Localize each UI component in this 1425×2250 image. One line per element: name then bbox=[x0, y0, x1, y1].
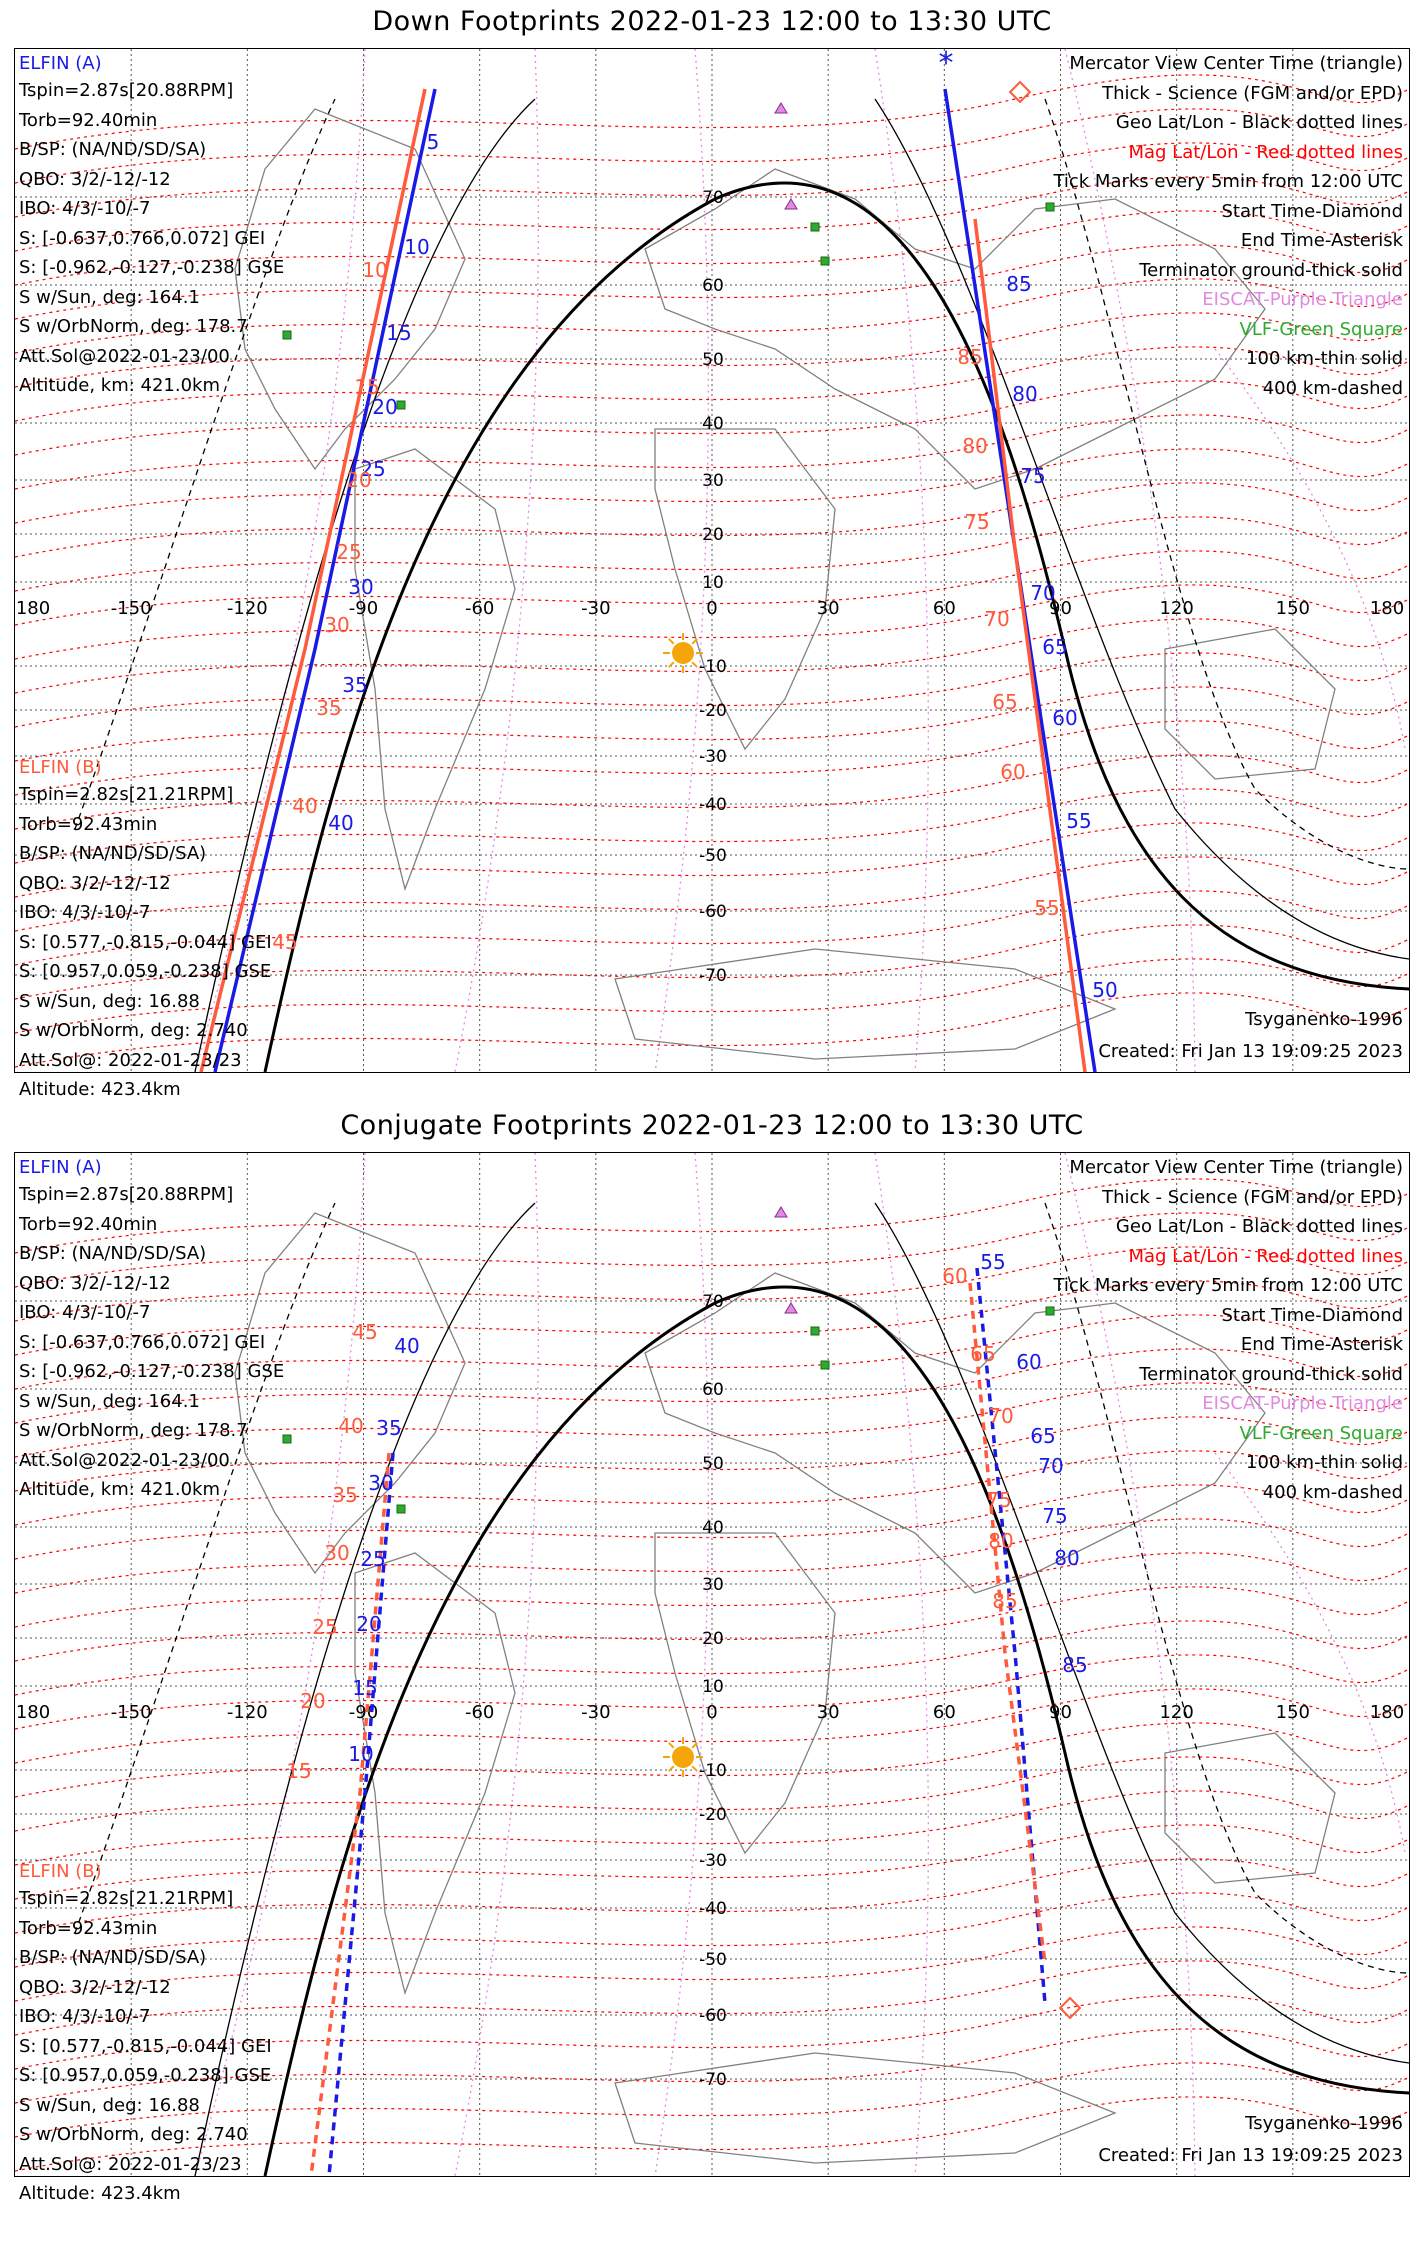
track-tick-label: 70 bbox=[1038, 1454, 1064, 1478]
lat-tick-label: -50 bbox=[699, 846, 727, 866]
track-tick-label: 60 bbox=[1000, 760, 1026, 784]
lon-tick-label: -30 bbox=[581, 1702, 611, 1723]
lon-tick-label: -30 bbox=[581, 598, 611, 619]
lat-tick-label: 30 bbox=[702, 471, 724, 491]
tracks bbox=[201, 46, 1118, 1072]
elfin-a-line: B/SP: (NA/ND/SD/SA) bbox=[19, 1243, 207, 1264]
legend-entry: Mercator View Center Time (triangle) bbox=[1069, 1157, 1403, 1178]
elfin-a-line: Tspin=2.87s[20.88RPM] bbox=[19, 1184, 234, 1205]
track-tick-label: 65 bbox=[970, 1342, 996, 1366]
mag-meridian-line bbox=[1215, 349, 1405, 749]
elfin-b-line: S w/Sun, deg: 16.88 bbox=[19, 2094, 200, 2116]
elfin-b-line: QBO: 3/2/-12/-12 bbox=[19, 1976, 171, 1998]
track-tick-label: 80 bbox=[1054, 1546, 1080, 1570]
elfin-a-line: S: [-0.637,0.766,0.072] GEI bbox=[19, 1331, 266, 1353]
vlf-square bbox=[811, 1327, 819, 1335]
track-tick-label: 15 bbox=[354, 375, 380, 399]
elfin-b-line: B/SP: (NA/ND/SD/SA) bbox=[19, 843, 207, 864]
track-tick-label: 30 bbox=[368, 1471, 394, 1495]
legend-entry: End Time-Asterisk bbox=[1240, 230, 1403, 251]
lon-tick-label: 30 bbox=[816, 1702, 840, 1723]
elfin-a-line: S w/OrbNorm, deg: 178.7 bbox=[19, 316, 248, 337]
lon-tick-label: 120 bbox=[1159, 598, 1194, 619]
elfin-a-line: Altitude, km: 421.0km bbox=[19, 1479, 221, 1500]
created-date: Created: Fri Jan 13 19:09:25 2023 bbox=[1098, 1041, 1403, 1062]
track-tick-label: 10 bbox=[362, 258, 388, 282]
lat-tick-label: 60 bbox=[702, 276, 724, 296]
lon-tick-label: 150 bbox=[1275, 1702, 1311, 1723]
lat-tick-label: 50 bbox=[702, 1454, 724, 1474]
elfin-b-line: Att.Sol@: 2022-01-23/23 bbox=[19, 2153, 242, 2175]
elfin-a-line: Tspin=2.87s[20.88RPM] bbox=[19, 80, 234, 101]
elfin-b-line: Altitude: 423.4km bbox=[19, 1079, 181, 1100]
lon-tick-label: 120 bbox=[1159, 1702, 1194, 1723]
elfin-a-line: B/SP: (NA/ND/SD/SA) bbox=[19, 139, 207, 160]
track-tick-label: 25 bbox=[360, 457, 386, 481]
model-name: Tsyganenko-1996 bbox=[1245, 1009, 1403, 1030]
track-tick-label: 40 bbox=[394, 1334, 420, 1358]
legend-entry: End Time-Asterisk bbox=[1240, 1334, 1403, 1355]
legend-entry: EISCAT-Purple Triangle bbox=[1202, 289, 1403, 310]
elfin-b-line: S w/Sun, deg: 16.88 bbox=[19, 990, 200, 1012]
track-tick-label: 35 bbox=[316, 696, 342, 720]
legend-entry: Mercator View Center Time (triangle) bbox=[1069, 53, 1403, 74]
track-tick-label: 70 bbox=[1030, 581, 1056, 605]
legend-entry: 100 km-thin solid bbox=[1246, 1452, 1403, 1473]
vlf-square bbox=[1046, 1307, 1054, 1315]
track-tick-label: 80 bbox=[962, 434, 988, 458]
track-tick-label: 40 bbox=[292, 794, 318, 818]
legend-entry: Mag Lat/Lon - Red dotted lines bbox=[1128, 141, 1403, 163]
track-tick-label: 20 bbox=[346, 468, 372, 492]
track-tick-label: 75 bbox=[1042, 1504, 1068, 1528]
track-tick-label: 75 bbox=[1020, 464, 1046, 488]
track-tick-label: 25 bbox=[312, 1615, 338, 1639]
track-tick-label: 85 bbox=[957, 345, 983, 369]
lat-tick-label: -70 bbox=[699, 2070, 727, 2090]
sun-disc bbox=[672, 1746, 694, 1768]
lon-tick-label: 0 bbox=[706, 1702, 718, 1723]
mag-meridian-line bbox=[195, 1153, 365, 2176]
lon-tick-label: 90 bbox=[1049, 1702, 1072, 1723]
elfin-b-line: S: [0.957,0.059,-0.238] GSE bbox=[19, 961, 272, 982]
lon-tick-label: -60 bbox=[464, 598, 495, 619]
lon-tick-label: 60 bbox=[932, 1702, 956, 1723]
legend-entry: Thick - Science (FGM and/or EPD) bbox=[1102, 1186, 1403, 1208]
lat-tick-label: -40 bbox=[699, 795, 727, 815]
elfin-a-line: Att.Sol@2022-01-23/00 bbox=[19, 345, 230, 367]
eiscat-triangle bbox=[785, 199, 797, 209]
legend-entry: Terminator ground-thick solid bbox=[1139, 259, 1403, 281]
track-tick-label: 75 bbox=[964, 510, 990, 534]
lon-tick-label: 60 bbox=[932, 598, 956, 619]
lat-tick-label: 20 bbox=[702, 1629, 724, 1649]
elfin-b-name: ELFIN (B) bbox=[19, 757, 102, 778]
lon-tick-label: 180 bbox=[1369, 598, 1405, 619]
elfin-b-line: Tspin=2.82s[21.21RPM] bbox=[19, 784, 234, 805]
map-plot bbox=[15, 1153, 1409, 2176]
elfin-a-line: Torb=92.40min bbox=[19, 1213, 158, 1235]
legend-entry: VLF-Green Square bbox=[1239, 1422, 1403, 1444]
elfin-a-line: IBO: 4/3/-10/-7 bbox=[19, 1302, 151, 1323]
conjugate-footprints-panel bbox=[14, 1110, 1410, 2204]
elfin-b-line: IBO: 4/3/-10/-7 bbox=[19, 902, 151, 923]
model-name: Tsyganenko-1996 bbox=[1245, 2113, 1403, 2134]
lat-tick-label: 30 bbox=[702, 1575, 724, 1595]
track-tick-label: 85 bbox=[992, 1589, 1018, 1613]
map-plot bbox=[15, 46, 1409, 1072]
lon-tick-label: 0 bbox=[706, 598, 718, 619]
legend-entry: Tick Marks every 5min from 12:00 UTC bbox=[1053, 1275, 1403, 1296]
track-tick-label: 85 bbox=[1006, 272, 1032, 296]
lat-tick-label: 40 bbox=[702, 414, 724, 434]
lon-tick-label: -90 bbox=[348, 598, 379, 619]
sun-ray bbox=[692, 662, 697, 667]
lat-tick-label: -60 bbox=[699, 2006, 727, 2026]
elfin-a-line: S w/OrbNorm, deg: 178.7 bbox=[19, 1420, 248, 1441]
coastline bbox=[235, 109, 465, 469]
elfin-b-line: Torb=92.43min bbox=[19, 1917, 158, 1939]
elfin-a-line: QBO: 3/2/-12/-12 bbox=[19, 1272, 171, 1294]
lon-tick-label: -90 bbox=[348, 1702, 379, 1723]
sun-ray bbox=[669, 639, 674, 644]
track-tick-label: 5 bbox=[426, 130, 440, 154]
mag-lat-line bbox=[15, 1689, 1409, 1763]
lat-tick-label: 20 bbox=[702, 525, 724, 545]
lat-tick-label: 10 bbox=[702, 573, 724, 593]
track-tick-label: 20 bbox=[372, 395, 398, 419]
track-tick-label: 35 bbox=[342, 673, 368, 697]
legend-entry: EISCAT-Purple Triangle bbox=[1202, 1393, 1403, 1414]
elfin-a-name: ELFIN (A) bbox=[19, 1157, 102, 1178]
track-tick-label: 50 bbox=[1092, 978, 1118, 1002]
sun-ray bbox=[669, 1743, 674, 1748]
track-tick-label: 60 bbox=[1052, 706, 1078, 730]
track-tick-label: 20 bbox=[356, 1612, 382, 1636]
lon-tick-label: 180 bbox=[15, 1702, 51, 1723]
lon-tick-label: 150 bbox=[1275, 598, 1311, 619]
track-tick-label: 65 bbox=[1042, 635, 1068, 659]
lon-tick-label: 30 bbox=[816, 598, 840, 619]
panel-title: Down Footprints 2022-01-23 12:00 to 13:30 UTC bbox=[372, 6, 1052, 37]
lon-tick-label: -150 bbox=[110, 1702, 152, 1723]
lat-tick-label: -70 bbox=[699, 966, 727, 986]
created-date: Created: Fri Jan 13 19:09:25 2023 bbox=[1098, 2145, 1403, 2166]
elfin-a-line: QBO: 3/2/-12/-12 bbox=[19, 168, 171, 190]
vlf-square bbox=[811, 223, 819, 231]
coastline bbox=[235, 1213, 465, 1573]
vlf-square bbox=[397, 1505, 405, 1513]
elfin-b-line: Att.Sol@: 2022-01-23/23 bbox=[19, 1049, 242, 1071]
track-tick-label: 40 bbox=[338, 1414, 364, 1438]
track-tick-label: 15 bbox=[352, 1676, 378, 1700]
map-frame bbox=[14, 1152, 1410, 2204]
legend-entry: Geo Lat/Lon - Black dotted lines bbox=[1115, 1216, 1403, 1237]
mag-meridian-line bbox=[1215, 1453, 1405, 1853]
track-tick-label: 30 bbox=[348, 575, 374, 599]
elfin-b-line: IBO: 4/3/-10/-7 bbox=[19, 2006, 151, 2027]
elfin-b-line: S: [0.577,-0.815,-0.044] GEI bbox=[19, 2035, 272, 2057]
elfin-a-name: ELFIN (A) bbox=[19, 53, 102, 74]
end-asterisk: * bbox=[938, 46, 954, 81]
map-frame bbox=[14, 46, 1410, 1100]
sun-icon bbox=[663, 633, 703, 673]
legend-entry: Start Time-Diamond bbox=[1221, 1304, 1403, 1326]
legend-entry: VLF-Green Square bbox=[1239, 318, 1403, 340]
sun-ray bbox=[692, 1766, 697, 1771]
coastline bbox=[355, 449, 515, 889]
track-tick-label: 55 bbox=[980, 1250, 1006, 1274]
elfin-a-line: S: [-0.637,0.766,0.072] GEI bbox=[19, 227, 266, 249]
track-tick-label: 25 bbox=[360, 1547, 386, 1571]
track-tick-label: 35 bbox=[376, 1416, 402, 1440]
vlf-square bbox=[821, 1361, 829, 1369]
sun-icon bbox=[663, 1737, 703, 1777]
elfin-a-line: Altitude, km: 421.0km bbox=[19, 375, 221, 396]
elfin-b-line: S: [0.577,-0.815,-0.044] GEI bbox=[19, 931, 272, 953]
mag-meridian-line bbox=[875, 49, 928, 1072]
sun-disc bbox=[672, 642, 694, 664]
terminator-100km bbox=[195, 99, 1409, 1072]
coastline bbox=[615, 949, 1118, 1059]
elfin-b-name: ELFIN (B) bbox=[19, 1861, 102, 1882]
track-tick-label: 45 bbox=[352, 1320, 378, 1344]
legend-entry: Terminator ground-thick solid bbox=[1139, 1363, 1403, 1385]
track-tick-label: 80 bbox=[988, 1529, 1014, 1553]
lon-tick-label: 180 bbox=[1369, 1702, 1405, 1723]
track-tick-label: 55 bbox=[1066, 809, 1092, 833]
panel-title: Conjugate Footprints 2022-01-23 12:00 to 13:30 UTC bbox=[340, 1110, 1084, 1141]
lat-tick-label: 60 bbox=[702, 1380, 724, 1400]
eiscat-triangle bbox=[775, 1207, 787, 1217]
vlf-square bbox=[283, 331, 291, 339]
legend-entry: Thick - Science (FGM and/or EPD) bbox=[1102, 82, 1403, 104]
lat-tick-label: -60 bbox=[699, 902, 727, 922]
elfin-b-line: Torb=92.43min bbox=[19, 813, 158, 835]
track-tick-label: 85 bbox=[1062, 1653, 1088, 1677]
lon-tick-label: -150 bbox=[110, 598, 152, 619]
vlf-square bbox=[1046, 203, 1054, 211]
legend-entry: Geo Lat/Lon - Black dotted lines bbox=[1115, 112, 1403, 133]
track-tick-label: 70 bbox=[984, 607, 1010, 631]
lon-tick-label: 180 bbox=[15, 598, 51, 619]
legend-entry: 100 km-thin solid bbox=[1246, 348, 1403, 369]
track-tick-label: 10 bbox=[348, 1742, 374, 1766]
down-footprints-panel bbox=[14, 6, 1410, 1100]
lon-tick-label: -120 bbox=[226, 1702, 268, 1723]
coastline bbox=[645, 169, 1265, 489]
elfin-b-line: S: [0.957,0.059,-0.238] GSE bbox=[19, 2065, 272, 2086]
legend-entry: Tick Marks every 5min from 12:00 UTC bbox=[1053, 171, 1403, 192]
track-tick-label: 60 bbox=[942, 1264, 968, 1288]
track-tick-label: 10 bbox=[404, 235, 430, 259]
elfin-b-line: S w/OrbNorm, deg: 2.740 bbox=[19, 2124, 248, 2145]
elfin-a-line: S w/Sun, deg: 164.1 bbox=[19, 286, 200, 308]
legend-entry: Start Time-Diamond bbox=[1221, 200, 1403, 222]
track-tick-label: 65 bbox=[1030, 1424, 1056, 1448]
lat-tick-label: -30 bbox=[699, 747, 727, 767]
track-tick-label: 35 bbox=[332, 1483, 358, 1507]
lon-tick-label: -120 bbox=[226, 598, 268, 619]
elfin-b-line: Tspin=2.82s[21.21RPM] bbox=[19, 1888, 234, 1909]
track-tick-label: 75 bbox=[986, 1488, 1012, 1512]
mag-lat-line bbox=[15, 585, 1409, 659]
lat-tick-label: -40 bbox=[699, 1899, 727, 1919]
legend-entry: 400 km-dashed bbox=[1262, 377, 1403, 399]
coastline bbox=[645, 1273, 1265, 1593]
lat-tick-label: 50 bbox=[702, 350, 724, 370]
coastline bbox=[655, 1533, 835, 1853]
lat-tick-label: -50 bbox=[699, 1950, 727, 1970]
lat-tick-label: -20 bbox=[699, 701, 727, 721]
mag-meridian-line bbox=[455, 49, 538, 1072]
track-tick-label: 55 bbox=[1034, 896, 1060, 920]
terminator-curve bbox=[265, 183, 1409, 1072]
track-tick-label: 15 bbox=[286, 1759, 312, 1783]
elfin-a-line: S: [-0.962,-0.127,-0.238] GSE bbox=[19, 1361, 285, 1382]
eiscat-triangle bbox=[785, 1303, 797, 1313]
lon-tick-label: 90 bbox=[1049, 598, 1072, 619]
vlf-square bbox=[283, 1435, 291, 1443]
track-tick-label: 80 bbox=[1012, 382, 1038, 406]
elfin-a-line: Torb=92.40min bbox=[19, 109, 158, 131]
terminator-curve bbox=[265, 1287, 1409, 2176]
mag-meridian-line bbox=[455, 1153, 538, 2176]
track-tick-label: 70 bbox=[988, 1404, 1014, 1428]
track-tick-label: 40 bbox=[328, 811, 354, 835]
track-tick-label: 30 bbox=[324, 1541, 350, 1565]
lat-tick-label: 70 bbox=[702, 1292, 724, 1312]
lat-tick-label: -20 bbox=[699, 1805, 727, 1825]
elfin-a-line: IBO: 4/3/-10/-7 bbox=[19, 198, 151, 219]
legend-entry: Mag Lat/Lon - Red dotted lines bbox=[1128, 1245, 1403, 1267]
elfin-a-line: S: [-0.962,-0.127,-0.238] GSE bbox=[19, 257, 285, 278]
track-tick-label: 15 bbox=[386, 321, 412, 345]
lat-tick-label: 70 bbox=[702, 188, 724, 208]
elfin-b-line: QBO: 3/2/-12/-12 bbox=[19, 872, 171, 894]
track-tick-label: 25 bbox=[336, 540, 362, 564]
terminator-400km bbox=[75, 1203, 1409, 1973]
lat-tick-label: 40 bbox=[702, 1518, 724, 1538]
legend-entry: 400 km-dashed bbox=[1262, 1481, 1403, 1503]
lat-tick-label: 10 bbox=[702, 1677, 724, 1697]
elfin-a-line: S w/Sun, deg: 164.1 bbox=[19, 1390, 200, 1412]
track-tick-label: 30 bbox=[324, 613, 350, 637]
track-tick-label: 20 bbox=[300, 1689, 326, 1713]
mag-meridian-line bbox=[875, 1153, 928, 2176]
vlf-square bbox=[397, 401, 405, 409]
eiscat-triangle bbox=[775, 103, 787, 113]
lon-tick-label: -60 bbox=[464, 1702, 495, 1723]
lat-tick-label: -10 bbox=[699, 657, 727, 677]
track-tick-label: 60 bbox=[1016, 1350, 1042, 1374]
elfin-b-line: Altitude: 423.4km bbox=[19, 2183, 181, 2204]
track-tick-label: 65 bbox=[992, 690, 1018, 714]
lat-tick-label: -30 bbox=[699, 1851, 727, 1871]
terminator-400km bbox=[75, 99, 1409, 869]
lat-tick-label: -10 bbox=[699, 1761, 727, 1781]
vlf-square bbox=[821, 257, 829, 265]
elfin-a-line: Att.Sol@2022-01-23/00 bbox=[19, 1449, 230, 1471]
coastline bbox=[615, 2053, 1115, 2163]
track-tick-label: 45 bbox=[272, 930, 298, 954]
elfin-b-line: S w/OrbNorm, deg: 2.740 bbox=[19, 1020, 248, 1041]
elfin-b-line: B/SP: (NA/ND/SD/SA) bbox=[19, 1947, 207, 1968]
coastline bbox=[655, 429, 835, 749]
